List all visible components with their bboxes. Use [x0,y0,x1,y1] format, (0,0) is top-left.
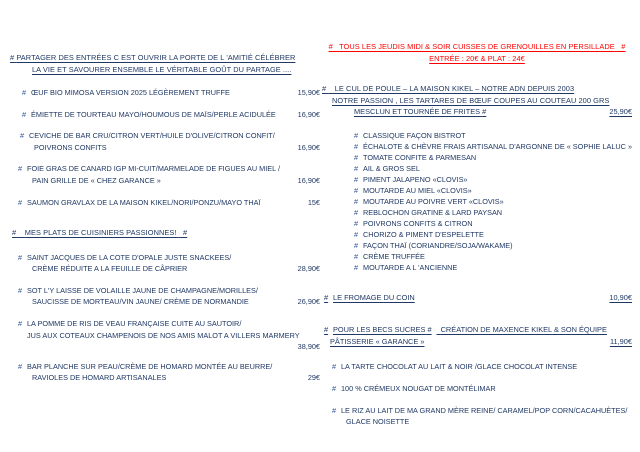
list-item[interactable] [354,174,632,185]
option-label: MOUTARDE A L 'ANCIENNE [363,262,458,272]
item-price: 38,90€ [297,342,320,352]
bullet-hash: # [332,406,337,415]
item-line2: SAUCISSE DE MORTEAU/VIN JAUNE/ CRÈME DE NORMANDIE [32,297,249,307]
option-label: MOUTARDE AU MIEL «CLOVIS» [363,185,472,195]
item-line1: LA POMME DE RIS DE VEAU FRANÇAISE CUITE AU SAUTOIR/ [27,319,242,329]
thursday-special-header [322,41,632,64]
bullet-hash: # [354,152,359,162]
mains-list [10,252,320,384]
bullet-hash: # [18,361,23,371]
item-price: 16,90€ [297,142,320,152]
option-label: TOMATE CONFITE & PARMESAN [363,152,477,162]
special-line2: ENTRÉE : 20€ & PLAT : 24€ [429,53,525,63]
cheese-row[interactable] [322,292,632,304]
bullet-hash: # [18,252,23,262]
bullet-hash: # [354,185,359,195]
list-item[interactable] [354,185,632,196]
bullet-hash: # [354,196,359,206]
list-item[interactable] [354,141,632,152]
menu-item[interactable] [332,361,632,372]
item-price: 28,90€ [297,264,320,274]
left-column [10,0,320,452]
dessert-section-header [322,324,632,336]
right-column [322,0,632,452]
menu-item[interactable] [10,109,320,121]
dessert-header-label2: CRÉATION DE MAXENCE KIKEL & SON ÉQUIPE [440,325,607,334]
bullet-hash: # [332,384,337,393]
mains-section-header [10,227,320,239]
mains-header-text: MES PLATS DE CUISINIERS PASSIONNES! [24,228,177,238]
bullet-hash: # [10,53,15,62]
menu-item[interactable] [10,87,320,99]
option-label: CHORIZO & PIMENT D'ESPELETTE [363,229,484,239]
option-label: ÉCHALOTE & CHÈVRE FRAIS ARTISANAL D'ARGONNE DE « SOPHIE LALUC » [363,141,633,151]
bullet-hash: # [354,229,359,239]
bullet-hash: # [354,251,359,261]
cheese-price: 10,90€ [609,292,632,302]
bullet-hash: # [18,319,23,329]
list-item[interactable] [354,229,632,240]
bullet-hash: # [354,141,359,151]
tartare-header-line1: LE CUL DE POULE – LA MAISON KIKEL – NOTRE ADN DEPUIS 2003 [334,84,575,93]
item-price: 15€ [307,197,320,207]
item-line2: JUS AUX COTEAUX CHAMPENOIS DE NOS AMIS MALOT A VILLERS MARMERY [27,330,300,340]
option-label: CRÈME TRUFFÉE [363,251,425,261]
menu-item[interactable] [10,252,320,275]
item-line1: SAUMON GRAVLAX DE LA MAISON KIKEL/NORI/PONZU/MAYO THAÏ [27,197,261,207]
item-line2: CRÈME RÉDUITE A LA FEUILLE DE CÂPRIER [32,264,188,274]
list-item[interactable] [354,218,632,229]
tartare-header-line2: NOTRE PASSION , LES TARTARES DE BŒUF COUPES AU COUTEAU 200 GRS [332,95,610,105]
tartare-section-header [322,83,632,106]
list-item[interactable] [354,196,632,207]
bullet-hash: # [354,163,359,173]
starters-header-line1: PARTAGER DES ENTRÉES C EST OUVRIR LA PORTE DE L 'AMITIÉ CÉLÉBRER [16,53,296,62]
bullet-hash: # [322,84,327,93]
bullet-hash: # [18,285,23,295]
bullet-hash: # [354,240,359,250]
option-label: PIMENT JALAPENO «CLOVIS» [363,174,468,184]
starters-header-line2: LA VIE ET SAVOURER ENSEMBLE LE VÉRITABLE GOÛT DU PARTAGE .... [32,64,292,74]
item-line1: 100 % CRÉMEUX NOUGAT DE MONTÉLIMAR [341,384,496,393]
bullet-hash-right: # [482,107,487,116]
item-price: 26,90€ [297,297,320,307]
bullet-hash: # [18,197,23,207]
list-item[interactable] [354,262,632,273]
item-line2: RAVIOLES DE HOMARD ARTISANALES [32,373,167,383]
menu-item[interactable] [10,285,320,308]
bullet-hash: # [354,207,359,217]
menu-item[interactable] [332,383,632,394]
bullet-hash: # [354,218,359,228]
menu-item[interactable] [10,197,320,209]
list-item[interactable] [354,152,632,163]
bullet-hash: # [354,262,359,272]
tartare-price: 25,90€ [609,107,632,116]
desserts-list [322,361,632,427]
item-line1: LA TARTE CHOCOLAT AU LAIT & NOIR /GLACE CHOCOLAT INTENSE [341,362,578,371]
special-line1: TOUS LES JEUDIS MIDI & SOIR CUISSES DE GRENOUILLES EN PERSILLADE [339,42,615,51]
dessert-header-line2: PÂTISSERIE « GARANCE » [330,336,425,346]
bullet-hash: # [324,325,329,334]
item-line2: POIVRONS CONFITS [34,142,107,152]
list-item[interactable] [354,130,632,141]
bullet-hash: # [354,174,359,184]
item-price: 29€ [307,373,320,383]
bullet-hash-mid: # [427,325,432,334]
starters-section-header [10,52,320,75]
menu-item[interactable] [10,318,320,353]
dessert-price: 11,90€ [609,336,632,346]
item-line2: GLACE NOISETTE [346,417,410,426]
option-label: MOUTARDE AU POIVRE VERT «CLOVIS» [363,196,504,206]
bullet-hash: # [18,164,23,174]
item-line2: PAIN GRILLE DE « CHEZ GARANCE » [32,175,161,185]
list-item[interactable] [354,207,632,218]
item-line1: CEVICHE DE BAR CRU/CITRON VERT/HUILE D'OLIVE/CITRON CONFIT/ [29,131,275,141]
menu-item[interactable] [10,130,320,153]
bullet-hash: # [324,292,329,302]
starters-list [10,87,320,208]
dessert-price-row [322,336,632,348]
list-item[interactable] [354,240,632,251]
option-label: AIL & GROS SEL [363,163,420,173]
item-line1: BAR PLANCHE SUR PEAU/CRÈME DE HOMARD MONTÉE AU BEURRE/ [27,361,273,371]
item-price: 16,90€ [297,109,320,119]
menu-item[interactable] [10,163,320,186]
menu-item[interactable] [10,361,320,384]
bullet-hash: # [22,109,27,119]
option-label: REBLOCHON GRATINE & LARD PAYSAN [363,207,503,217]
option-label: POIVRONS CONFITS & CITRON [363,218,473,228]
item-line1: SOT L'Y LAISSE DE VOLAILLE JAUNE DE CHAMPAGNE/MORILLES/ [27,285,258,295]
bullet-hash: # [354,130,359,140]
item-price: 16,90€ [297,175,320,185]
item-line1: ŒUF BIO MIMOSA VERSION 2025 LÉGÈREMENT TRUFFE [31,88,230,97]
cheese-label: LE FROMAGE DU COIN [333,292,415,302]
tartare-options-list [322,130,632,273]
bullet-hash-right: # [182,228,188,238]
item-line1: ÉMIETTE DE TOURTEAU MAYO/HOUMOUS DE MAÏS/PERLE ACIDULÉE [31,109,276,119]
option-label: FAÇON THAÏ (CORIANDRE/SOJA/WAKAME) [363,240,513,250]
item-line1: SAINT JACQUES DE LA COTE D'OPALE JUSTE SNACKEES/ [27,252,232,262]
bullet-hash-right: # [621,42,626,51]
item-price: 15,90€ [297,88,320,97]
tartare-price-row [322,106,632,118]
bullet-hash: # [20,131,25,141]
item-line1: FOIE GRAS DE CANARD IGP MI-CUIT/MARMELADE DE FIGUES AU MIEL / [27,164,280,174]
dessert-header-label1: POUR LES BECS SUCRES [333,325,426,334]
bullet-hash: # [12,228,17,238]
menu-item[interactable] [332,405,632,427]
list-item[interactable] [354,251,632,262]
tartare-header-line3: MESCLUN ET TOURNÉE DE FRITES [354,107,481,116]
item-line1: LE RIZ AU LAIT DE MA GRAND MÈRE REINE/ CARAMEL/POP CORN/CACAHUÈTES/ [341,406,628,415]
bullet-hash: # [332,362,337,371]
list-item[interactable] [354,163,632,174]
bullet-hash: # [22,88,27,97]
option-label: CLASSIQUE FAÇON BISTROT [363,130,466,140]
bullet-hash: # [328,42,333,51]
